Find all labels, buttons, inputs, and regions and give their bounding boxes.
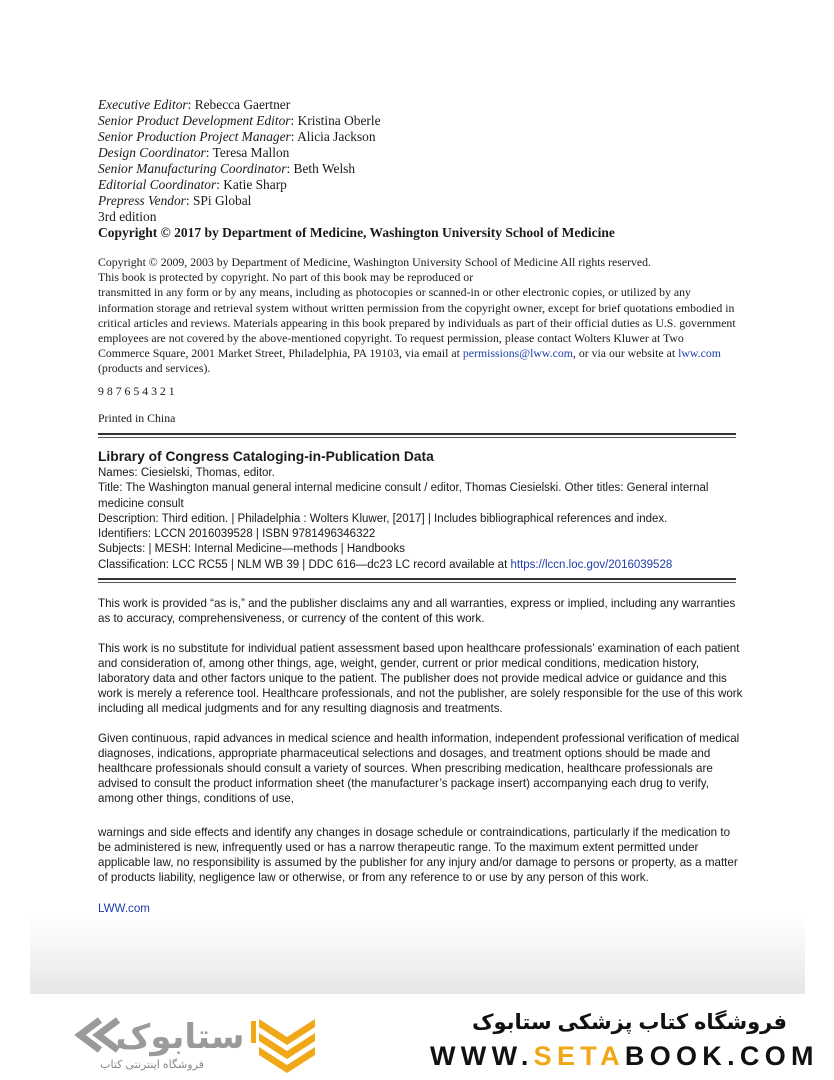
copyright-notice <box>98 255 738 377</box>
shop-name: فروشگاه کتاب پزشکی ستابوک <box>471 1011 787 1034</box>
cip-description: Description: Third edition. | Philadelphia : Wolters Kluwer, [2017] | Includes bibliographical references and index. <box>98 512 668 525</box>
url-accent: SETA <box>533 1041 625 1071</box>
copyright-rest: transmitted in any form or by any means, including as photocopies or scanned-in or other electronic copies, or utilized by any information storage and retrieval system without written permission from the copyright owner, except for brief quotations embodied in critical articles and reviews. Materials appearing in this book prepared by individuals as part of their official duties as U.S. government employees are not covered by the above-mentioned copyright. To request permission, please contact Wolters Kluwer at Two Commerce Square, 2001 Market Street, Philadelphia, PA 19103, via email at <box>98 285 736 361</box>
cip-title-line: Title: The Washington manual general internal medicine consult / editor, Thomas Ciesielski. Other titles: General internal medicine consult <box>98 482 709 510</box>
staff-row: Executive Editor: Rebecca Gaertner <box>98 97 291 112</box>
setabook-logo <box>72 1012 242 1063</box>
staff-role: Senior Product Development Editor <box>98 113 291 128</box>
edition-line: 3rd edition <box>98 209 157 224</box>
print-line: 9 8 7 6 5 4 3 2 1 <box>98 384 175 398</box>
url-rest: BOOK.COM <box>624 1041 819 1071</box>
staff-row: Design Coordinator: Teresa Mallon <box>98 145 290 160</box>
book-chevron-icon <box>247 1015 327 1080</box>
staff-name: Alicia Jackson <box>297 129 376 144</box>
staff-role: Editorial Coordinator <box>98 177 217 192</box>
staff-role: Senior Manufacturing Coordinator <box>98 161 287 176</box>
staff-name: Katie Sharp <box>223 177 287 192</box>
cip-names: Names: Ciesielski, Thomas, editor. <box>98 467 275 479</box>
staff-row: Prepress Vendor: SPi Global <box>98 193 252 208</box>
setabook-logo-icon <box>72 1012 242 1058</box>
lccn-link[interactable]: https://lccn.loc.gov/2016039528 <box>510 558 673 571</box>
website-link[interactable]: lww.com <box>678 346 721 361</box>
cip-title: Library of Congress Cataloging-in-Publication Data <box>98 449 434 464</box>
cip-identifiers: Identifiers: LCCN 2016039528 | ISBN 9781496346322 <box>98 528 376 541</box>
staff-role: Executive Editor <box>98 97 188 112</box>
copyright-line: This book is protected by copyright. No part of this book may be reproduced or <box>98 270 474 285</box>
staff-credits <box>98 97 381 225</box>
disclaimer-paragraph: This work is provided “as is,” and the publisher disclaims any and all warranties, express or implied, including any warranties as to accuracy, comprehensiveness, or currency of the content of this work. <box>98 597 736 625</box>
staff-role: Senior Production Project Manager <box>98 129 291 144</box>
copyright-heading: Copyright © 2017 by Department of Medicine, Washington University School of Medicine <box>98 225 615 240</box>
staff-name: Teresa Mallon <box>212 145 290 160</box>
staff-row: Editorial Coordinator: Katie Sharp <box>98 177 287 192</box>
copyright-text <box>98 285 738 376</box>
staff-name: Beth Welsh <box>293 161 356 176</box>
staff-row: Senior Product Development Editor: Kristina Oberle <box>98 113 381 128</box>
cip-classification-text: Classification: LCC RC55 | NLM WB 39 | DDC 616—dc23 LC record available at <box>98 558 508 571</box>
staff-name: Kristina Oberle <box>297 113 381 128</box>
cip-block <box>98 466 718 573</box>
staff-name: Rebecca Gaertner <box>194 97 291 112</box>
cip-classification <box>98 558 718 573</box>
staff-name: SPi Global <box>192 193 252 208</box>
shop-url[interactable] <box>430 1041 819 1072</box>
cip-top-rule <box>98 433 736 438</box>
permissions-email-link[interactable]: permissions@lww.com <box>462 346 573 361</box>
staff-role: Design Coordinator <box>98 145 206 160</box>
staff-row: Senior Manufacturing Coordinator: Beth Welsh <box>98 161 356 176</box>
staff-role: Prepress Vendor <box>98 193 186 208</box>
copyright-end: (products and services). <box>98 361 211 376</box>
publisher-link[interactable]: LWW.com <box>98 902 150 915</box>
staff-row: Senior Production Project Manager: Alicia Jackson <box>98 129 376 144</box>
disclaimer-paragraph: Given continuous, rapid advances in medical science and health information, independent professional verification of medical diagnoses, indications, appropriate pharmaceutical selections and dosages, and treatment options should be made and healthcare professionals should consult a variety of sources. When prescribing medication, healthcare professionals are advised to consult the product information sheet (the manufacturer’s package insert) accompanying each drug to verify, among other things, conditions of use, <box>98 732 740 805</box>
copyright-mid: , or via our website at <box>572 346 676 361</box>
disclaimer-paragraph: warnings and side effects and identify any changes in dosage schedule or contraindications, particularly if the medication to be administered is new, infrequently used or has a narrow therapeutic range. To the maximum extent permitted under applicable law, no responsibility is assumed by the publisher for any injury and/or damage to persons or property, as a matter of products liability, negligence law or otherwise, or from any reference to or use by any person of this work. <box>98 826 738 884</box>
cip-bottom-rule <box>98 578 736 583</box>
printed-in: Printed in China <box>98 411 176 425</box>
copyright-line: Copyright © 2009, 2003 by Department of Medicine, Washington University School of Medicine All rights reserved. <box>98 255 651 269</box>
cip-subjects: Subjects: | MESH: Internal Medicine—methods | Handbooks <box>98 543 406 556</box>
logo-subtitle: فروشگاه اینترنتی کتاب <box>100 1059 204 1071</box>
url-www: WWW. <box>430 1041 534 1071</box>
logo-wordmark: ستابوک <box>115 1017 242 1057</box>
disclaimer-paragraph: This work is no substitute for individual patient assessment based upon healthcare professionals’ examination of each patient and consideration of, among other things, age, weight, gender, current or prior medical conditions, medication history, laboratory data and other factors unique to the patient. The publisher does not provide medical advice or guidance and this work is merely a reference tool. Healthcare professionals, and not the publisher, are solely responsible for the use of this work including all medical judgments and for any resulting diagnosis and treatments. <box>98 642 743 715</box>
page-bottom-fade <box>30 915 805 1000</box>
